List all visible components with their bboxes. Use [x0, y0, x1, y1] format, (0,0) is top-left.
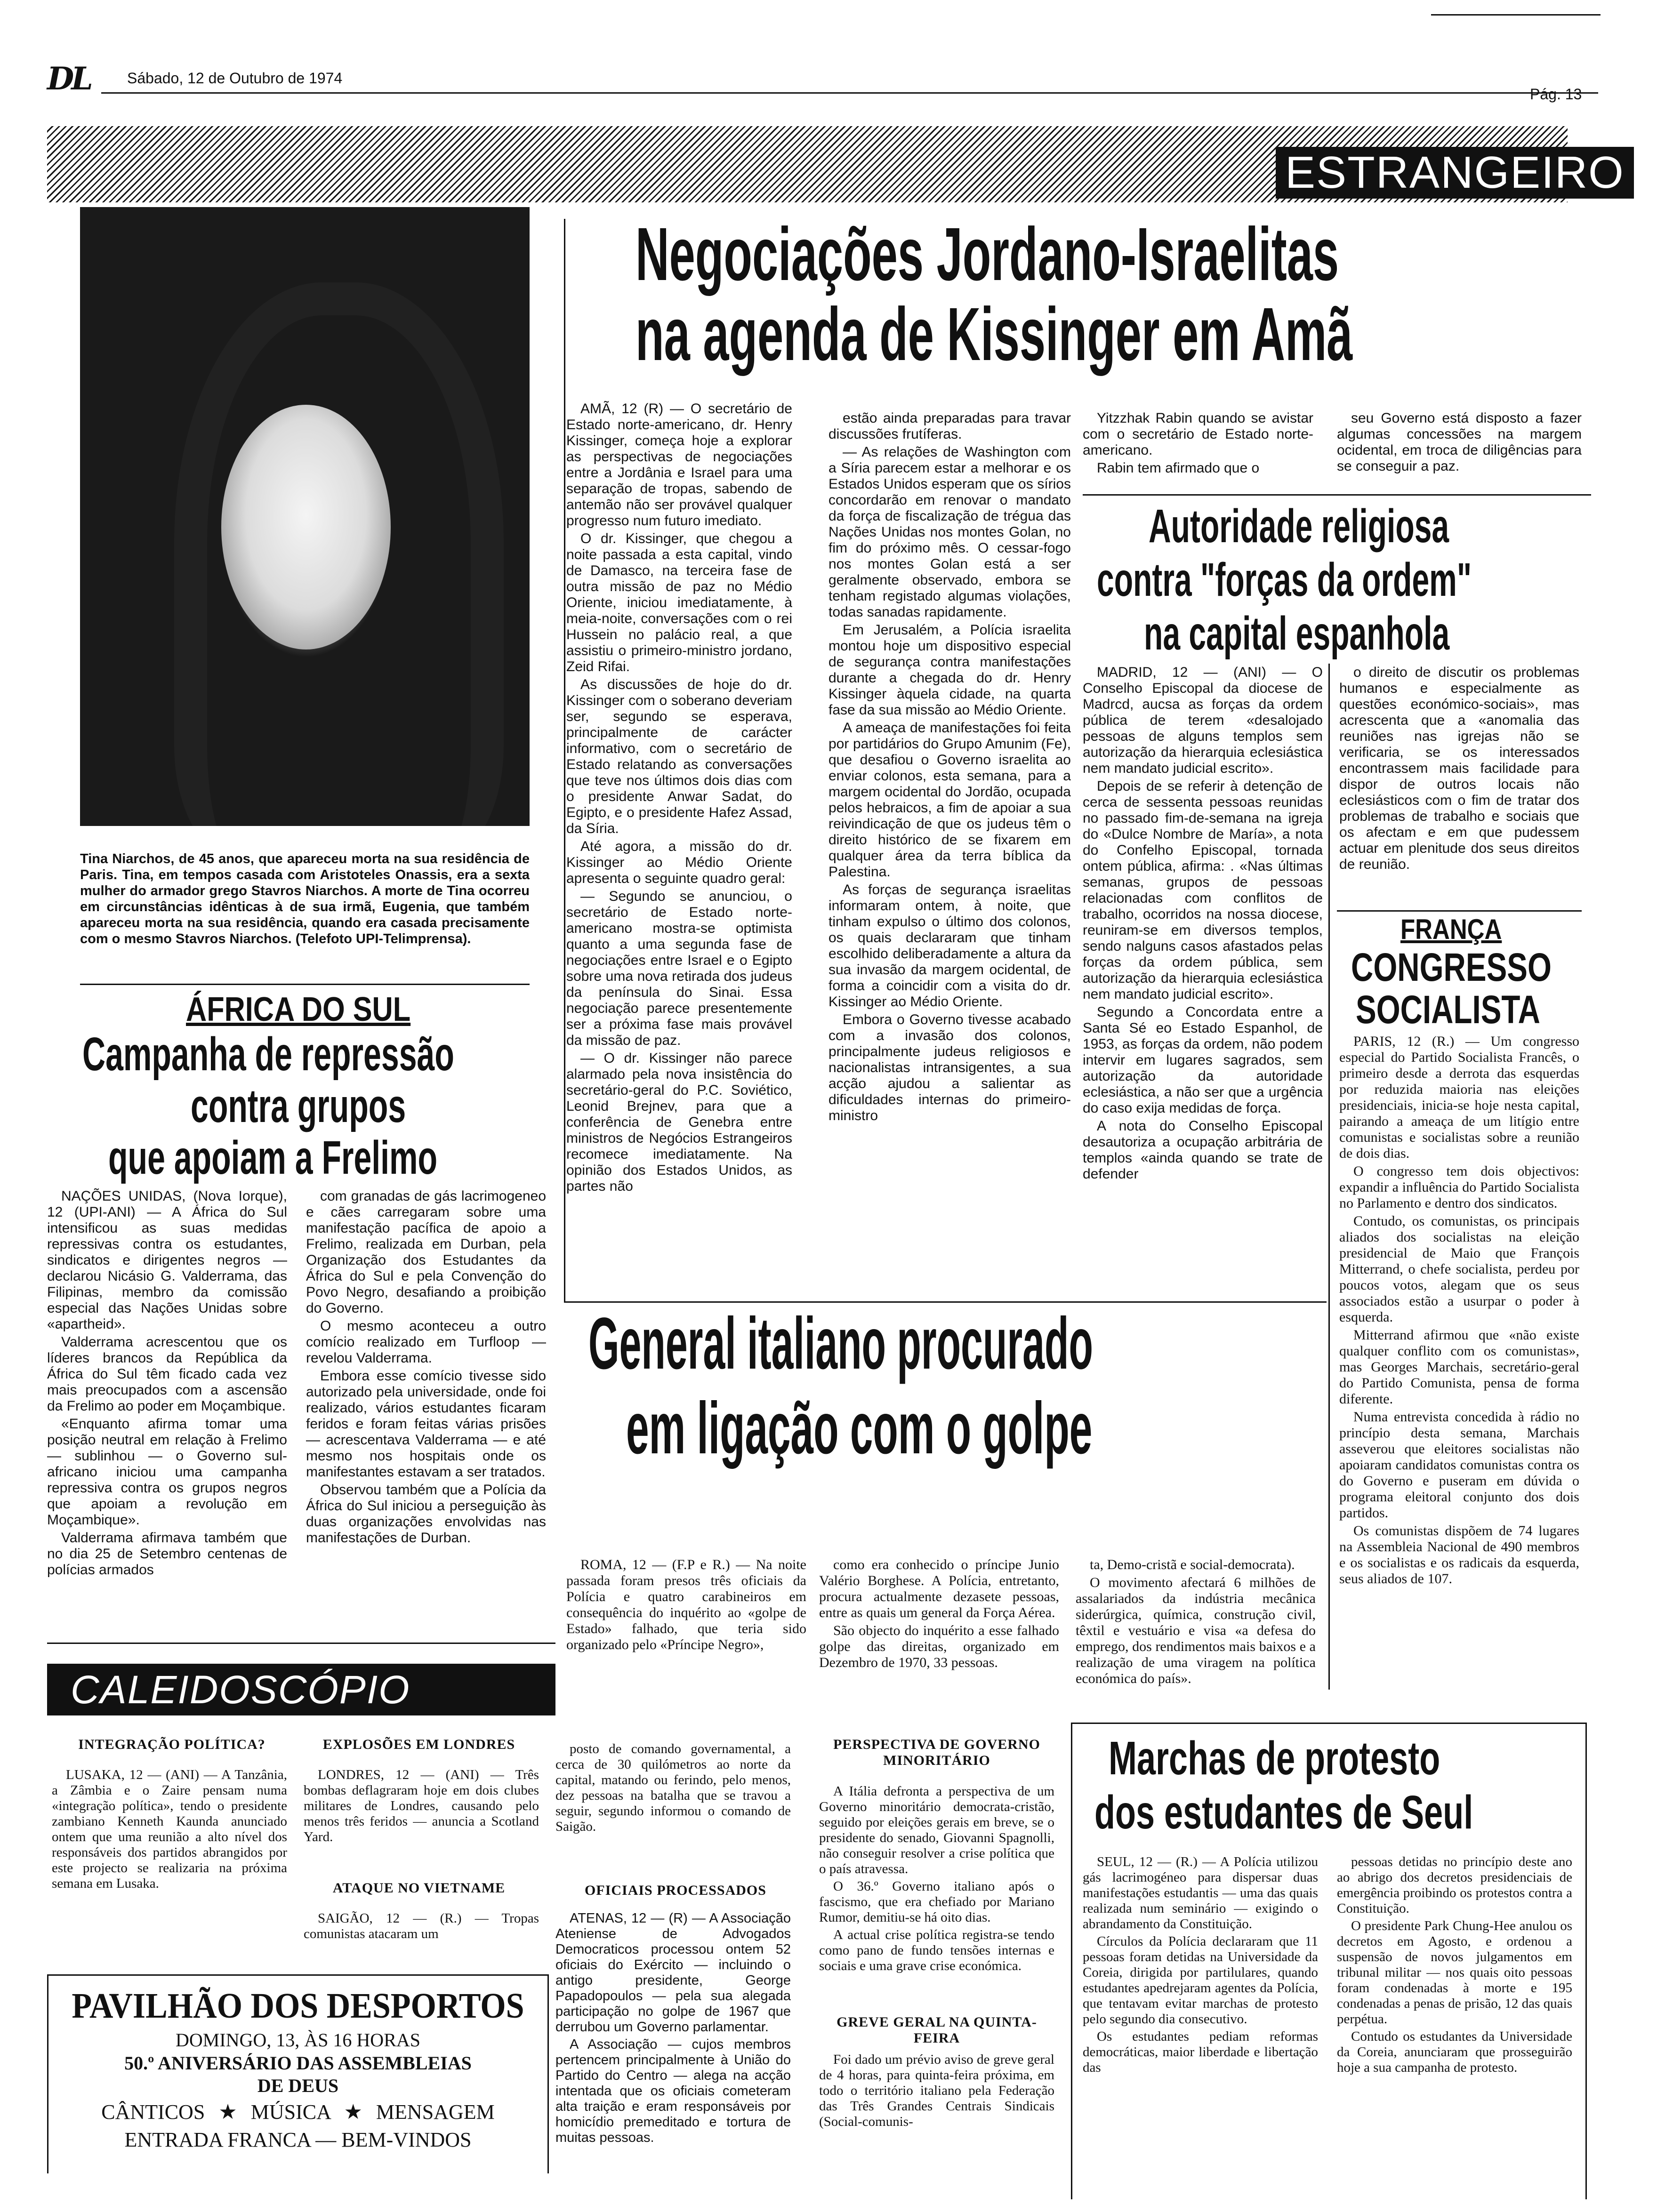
franca-kicker: FRANÇA [1400, 914, 1502, 945]
madrid-headline-2: contra "forças da ordem" [1097, 553, 1472, 606]
ataque-p: SAIGÃO, 12 — (R.) — Tropas comunistas atacaram um [304, 1911, 539, 1941]
africa-col-2 [306, 1188, 546, 1635]
africa-p: Valderrama afirmava também que no dia 25 de Setembro centenas de polícias armados [47, 1530, 287, 1578]
madrid-headline-1: Autoridade religiosa [1149, 500, 1449, 553]
kissinger-p: — Segundo se anunciou, o secretário de Estado norte-americano mostra-se optimista quanto a uma segunda fase de negociações entre Israel e o Egipto sobre uma nova retirada dos judeus da península do Sinai. Essa negociação parece presentemente ser a próxima fase mais provável da missão de paz. [566, 889, 792, 1048]
kissinger-p: As discussões de hoje do dr. Kissinger com o soberano deveriam ser, segundo se esperava, principalmente de carácter informativo, com o secretário de Estado relatando as conversações que teve nos últimos dois dias com o presidente Anwar Sadat, do Egipto, e o presidente Hafez Assad, da Síria. [566, 677, 792, 836]
kissinger-p: Rabin tem afirmado que o [1097, 460, 1260, 476]
kissinger-p: Até agora, a missão do dr. Kissinger ao Médio Oriente apresenta o seguinte quadro geral: [566, 839, 792, 886]
ataque-text-cont [555, 1741, 791, 1883]
kissinger-col-1 [566, 401, 792, 1295]
africa-headline-3: que apoiam a Frelimo [108, 1131, 438, 1184]
italia-p: O movimento afectará 6 milhões de assalariados da indústria mecânica siderúrgica, química, construção civil, têxtil e vestuário e visa «a defesa do emprego, dos rendimentos mais baixos e a realização de uma viragem na política económica do país». [1076, 1575, 1316, 1686]
italia-sub1-p: A Itália defronta a perspectiva de um Governo minoritário democrata-cristão, seguido por eleições gerais em breve, se o presidente do senado, Giovanni Spagnolli, não conseguir resolver a crise política que o país atravessa. [819, 1784, 1054, 1876]
masthead-logo: DL [47, 60, 90, 97]
africa-p: com granadas de gás lacrimogeneo e cães carregaram sobre uma manifestação pacífica de apoio a Frelimo, realizada em Durban, pela Organização dos Estudantes da África do Sul e pela Convenção do Povo Negro, desafiando a proibição do Governo. [306, 1188, 546, 1316]
photo-tina-niarchos [80, 207, 530, 826]
section-title: ESTRANGEIRO [1276, 147, 1634, 199]
italia-p: ROMA, 12 — (F.P e R.) — Na noite passada foram presos três oficiais da Polícia e quatro carabineiros em consequência do inquérito ao «golpe de Estado» falhado, que teria sido organizado pelo «Príncipe Negro», [566, 1557, 806, 1652]
seul-p: Os estudantes pediam reformas democráticas, maior liberdade e libertação das [1083, 2029, 1318, 2075]
explosoes-title: EXPLOSÕES EM LONDRES [322, 1737, 515, 1752]
africa-p: Embora esse comício tivesse sido autorizado pela universidade, onde foi realizado, vários estudantes ficaram feridos e foram feitas várias prisões — acrescentava Valderrama — e até mesmo nos hospitais onde os manifestantes estavam a ser tratados. [306, 1368, 546, 1480]
ad-line3 [48, 2097, 547, 2127]
explosoes-text [304, 1767, 539, 1880]
caleidoscopio-title: CALEIDOSCÓPIO [71, 1667, 410, 1712]
caption-rule [80, 984, 530, 985]
seul-p: Círculos da Polícia declararam que 11 pessoas foram detidas na Universidade da Coreia, dirigida por partilulares, quando estudantes apedrejaram agentes da Polícia, que tentavam evitar marchas de protesto pelo segundo dia consecutivo. [1083, 1934, 1318, 2027]
franca-headline-2: SOCIALISTA [1356, 987, 1540, 1032]
franca-col [1339, 1034, 1579, 1683]
madrid-p: A nota do Conselho Episcopal desautoriza a ocupação arbitrária de templos «ainda quando se trate de defender [1083, 1118, 1323, 1182]
kissinger-col-2 [828, 410, 1071, 1295]
africa-p: «Enquanto afirma tomar uma posição neutral em relação à Frelimo — sublinhou — o Governo sul-africano iniciou uma campanha repressiva contra os grupos negros que apoiam a revolução em Moçambique». [47, 1416, 287, 1528]
franca-p: Mitterrand afirmou que «não existe qualquer conflito com os comunistas», mas Georges Marchais, secretário-geral do Partido Comunista, pensa de forma diferente. [1339, 1327, 1579, 1407]
kissinger-col-3 [1083, 410, 1313, 490]
explosoes-p: LONDRES, 12 — (ANI) — Três bombas deflagraram hoje em dois clubes militares de Londres, causando pelo menos três feridos — anuncia a Scotland Yard. [304, 1767, 539, 1844]
madrid-col-1 [1083, 665, 1323, 1300]
kissinger-p: A ameaça de manifestações foi feita por partidários do Grupo Amunim (Fe), que desafiou o Governo israelita ao enviar colonos, esta semana, para a margem ocidental do Jordão, ocupada pelos hebraicos, a fim de apoiar a sua reivindicação de que os judeus têm o direito histórico de se fixarem em qualquer área da terra bíblica da Palestina. [828, 720, 1071, 880]
seul-headline-1: Marchas de protesto [1109, 1732, 1440, 1785]
kissinger-p: — As relações de Washington com a Síria parecem estar a melhorar e os Estados Unidos esperam que os sírios concordarão em renovar o mandato da força de fiscalização de trégua das Nações Unidas nos montes Golan, no fim do próximo mês. O cessar-fogo nos montes Golan está a ser geralmente observado, embora se tenham registado algumas violações, todas sanadas rapidamente. [828, 444, 1071, 620]
kissinger-p: Em Jerusalém, a Polícia israelita montou hoje um dispositivo especial de segurança contra manifestações durante a chegada do dr. Henry Kissinger àquela cidade, na quarta fase da sua missão ao Médio Oriente. [828, 622, 1071, 718]
seul-col-2 [1337, 1854, 1572, 2193]
seul-p: O presidente Park Chung-Hee anulou os decretos em Agosto, e ordenou a suspensão de novos julgamentos em tribunal militar — nos quais oito pessoas foram condenadas à morte e 195 condenadas a penas de prisão, 12 das quais perpétua. [1337, 1918, 1572, 2027]
integracao-text [52, 1767, 287, 1965]
italia-sub1-title: PERSPECTIVA DE GOVERNO MINORITÁRIO [833, 1737, 1040, 1768]
madrid-p: Depois de se referir à detenção de cerca de sessenta pessoas reunidas no passado fim-de-semana na igreja do «Dulce Nombre de María», a nota do Confelho Episcopal, tornada ontem pública, afirma: . «Nas últimas semanas, grupos de pessoas relacionadas com conflitos de trabalho, ocorridos na nossa diocese, reuniram-se em diversos templos, sendo nalguns casos afastados pelas forças da ordem pública, sem autorização da hierarquia eclesiástica nem mandato judicial escrito». [1083, 778, 1323, 1002]
africa-p: Observou também que a Polícia da África do Sul iniciou a perseguição às duas organizações envolvidas nas manifestações de Durban. [306, 1482, 546, 1546]
italia-sub2-title: GREVE GERAL NA QUINTA-FEIRA [837, 2014, 1037, 2046]
ataque-text [304, 1911, 539, 1963]
ad-date: DOMINGO, 13, ÀS 16 HORAS [175, 2029, 421, 2051]
franca-p: O congresso tem dois objectivos: expandir a influência do Partido Socialista no Parlamento e dentro dos sindicatos. [1339, 1163, 1579, 1211]
kissinger-p: AMÃ, 12 (R) — O secretário de Estado norte-americano, dr. Henry Kissinger, começa hoje a explorar as perspectivas de negociações entre a Jordânia e Israel para uma separação de tropas, sabendo de antemão não ser provável qualquer progresso num futuro imediato. [566, 401, 792, 529]
ad-line2: DE DEUS [257, 2075, 339, 2096]
divider-h-kissinger [1083, 494, 1591, 496]
africa-p: O mesmo aconteceu a outro comício realizado em Turfloop — revelou Valderrama. [306, 1318, 546, 1366]
oficiais-p: ATENAS, 12 — (R) — A Associação Ateniense de Advogados Democraticos processou ontem 52 oficiais do Exército — incluindo o antigo presidente, George Papadopoulos — pela sua alegada participação no golpe de 1967 que derrubou um Governo parlamentar. [555, 1911, 791, 2035]
kissinger-p: — O dr. Kissinger não parece alarmado pela nova insistência do secretário-geral do P.C. Soviético, Leonid Brejnev, para que a conferência de Genebra entre ministros de Negócios Estrangeiros recomece imediatamente. Na opinião dos Estados Unidos, as partes não [566, 1050, 792, 1194]
seul-p: pessoas detidas no princípio deste ano ao abrigo dos decretos presidenciais de emergência proibindo os protestos contra a Constituição. [1337, 1854, 1572, 1916]
star-icon: ★ [218, 2100, 237, 2124]
seul-p: Contudo os estudantes da Universidade da Coreia, anunciaram que prosseguirão hoje a sua campanha de protesto. [1337, 2029, 1572, 2075]
divider-v1 [564, 219, 565, 1301]
ataque-title: ATAQUE NO VIETNAME [332, 1880, 506, 1896]
italia-sub1-p: O 36.º Governo italiano após o fascismo, que era chefiado por Mariano Rumor, demitiu-se há oito dias. [819, 1879, 1054, 1925]
ad-line1: 50.º ANIVERSÁRIO DAS ASSEMBLEIAS [124, 2052, 472, 2074]
madrid-headline-3: na capital espanhola [1144, 607, 1450, 660]
italia-sub1-p: A actual crise política registra-se tendo como pano de fundo tensões internas e sociais e uma grave crise económica. [819, 1927, 1054, 1973]
photo-caption: Tina Niarchos, de 45 anos, que apareceu morta na sua residência de Paris. Tina, em tempos casada com Aristoteles Onassis, era a sexta mulher do armador grego Stavros Niarchos. A morte de Tina ocorreu em circunstâncias idênticas à de sua irmã, Eugenia, que também apareceu morta na sua residência, quando era casada precisamente com o mesmo Stavros Niarchos. (Telefoto UPI-Telimprensa). [80, 851, 530, 946]
africa-kicker: ÁFRICA DO SUL [186, 991, 411, 1028]
ad-line4: ENTRADA FRANCA — BEM-VINDOS [124, 2128, 472, 2151]
kissinger-p: seu Governo está disposto a fazer algumas concessões na margem ocidental, em troca de diligências para se conseguir a paz. [1337, 410, 1582, 474]
italia-p: São objecto do inquérito a esse falhado golpe das direitas, organizado em Dezembro de 1970, 33 pessoas. [819, 1623, 1059, 1670]
italia-sub2-text [819, 2052, 1054, 2193]
ad-line3c: MENSAGEM [376, 2100, 495, 2124]
italia-col-1 [566, 1557, 806, 1675]
franca-p: Os comunistas dispõem de 74 lugares na Assembleia Nacional de 490 membros e os socialistas e os radicais da esquerda, seus aliados de 107. [1339, 1523, 1579, 1587]
ad-line3b: MÚSICA [250, 2100, 330, 2124]
kissinger-col-4 [1337, 410, 1582, 490]
seul-col-1 [1083, 1854, 1318, 2193]
masthead-rule [101, 92, 1598, 94]
oficiais-title: OFICIAIS PROCESSADOS [585, 1883, 766, 1898]
africa-p: Valderrama acrescentou que os líderes brancos da República da África do Sul têm ficado cada vez mais preocupados com a ascensão da Frelimo ao poder em Moçambique. [47, 1334, 287, 1414]
italia-col-3 [1076, 1557, 1316, 1717]
africa-p: NAÇÕES UNIDAS, (Nova Iorque), 12 (UPI-ANI) — A África do Sul intensificou as suas medidas repressivas contra os estudantes, sindicatos e dirigentes negros — declarou Nicásio G. Valderrama, das Filipinas, membro da comissão especial das Nações Unidas sobre «apartheid». [47, 1188, 287, 1332]
top-rule [1431, 14, 1601, 16]
oficiais-text [555, 1911, 791, 2193]
franca-p: Numa entrevista concedida à rádio no princípio desta semana, Marchais asseverou que eleitores socialistas não apoiaram candidatos comunistas contra os do Governo e puseram em dúvida o programa eleitoral conjunto dos dois partidos. [1339, 1409, 1579, 1521]
masthead-date: Sábado, 12 de Outubro de 1974 [127, 70, 343, 87]
italia-headline-1: General italiano procurado [588, 1303, 1093, 1385]
ataque-cont-p: posto de comando governamental, a cerca de 30 quilómetros ao norte da capital, matando ou ferindo, pelo menos, dez pessoas na batalha que se travou a seguir, segundo informou o comando de Saigão. [555, 1741, 791, 1834]
madrid-p: MADRID, 12 — (ANI) — O Conselho Episcopal da diocese de Madrcd, aucsa as forças da ordem pública de terem «desalojado pessoas de alguns templos sem autorização da hierarquia eclesiástica nem mandato judicial escrito». [1083, 665, 1323, 776]
divider-v-franca [1328, 664, 1330, 1690]
africa-col-1 [47, 1188, 287, 1635]
star-icon: ★ [344, 2100, 362, 2124]
ad-title: PAVILHÃO DOS DESPORTOS [72, 1986, 524, 2026]
ad-line3a: CÂNTICOS [101, 2100, 205, 2124]
seul-p: SEUL, 12 — (R.) — A Polícia utilizou gás lacrimogéneo para dispersar duas manifestações estudantis — uma das quais realizada num seminário — exigindo o abrandamento da Constituição. [1083, 1854, 1318, 1931]
africa-headline-2: contra grupos [191, 1080, 406, 1132]
pavilhao-ad [47, 1974, 549, 2173]
italia-p: ta, Demo-cristã e social-democrata). [1090, 1557, 1295, 1572]
italia-col-2 [819, 1557, 1059, 1684]
africa-headline-1: Campanha de repressão [82, 1028, 454, 1081]
franca-headline-1: CONGRESSO [1351, 945, 1552, 989]
italia-sub1-text [819, 1784, 1054, 2005]
franca-p: PARIS, 12 (R.) — Um congresso especial do Partido Socialista Francês, o primeiro desde a derrota das esquerdas por reduzida maioria nas eleições presidenciais, inicia-se hoje nesta capital, pairando a ameaça de um litígio entre comunistas e socialistas sobre a reunião de dois dias. [1339, 1034, 1579, 1161]
integracao-title: INTEGRAÇÃO POLÍTICA? [78, 1737, 265, 1752]
kissinger-p: Yitzzhak Rabin quando se avistar com o secretário de Estado norte-americano. [1083, 410, 1313, 458]
divider-h-africa [47, 1643, 555, 1644]
page-number: Pág. 13 [1530, 86, 1582, 103]
madrid-col-2 [1339, 665, 1579, 909]
franca-p: Contudo, os comunistas, os principais aliados dos socialistas na eleição presidencial de Maio que François Mitterrand, o chefe socialista, perdeu por poucos votos, alegam que os seus associados estão a usurpar o poder à esquerda. [1339, 1213, 1579, 1325]
kissinger-p: O dr. Kissinger, que chegou a noite passada a esta capital, vindo de Damasco, na terceira fase de outra missão de paz no Médio Oriente, iniciou imediatamente, à meia-noite, conversações com o rei Hussein no palácio real, a que assistiu o primeiro-ministro jordano, Zeid Rifai. [566, 531, 792, 674]
italia-sub2-p: Foi dado um prévio aviso de greve geral de 4 horas, para quinta-feira próxima, em todo o território italiano pela Federação das Três Grandes Centrais Sindicais (Social-comunis- [819, 2052, 1054, 2129]
kissinger-headline-1: Negociações Jordano-Israelitas [635, 212, 1339, 296]
kissinger-p: As forças de segurança israelitas informaram ontem, à noite, que tinham expulso o último dos colonos, os quais declararam que tinham escolhido deliberadamente a altura da sua invasão da margem ocidental, de forma a coincidir com a visita do dr. Kissinger ao Médio Oriente. [828, 882, 1071, 1010]
kissinger-headline-2: na agenda de Kissinger em Amã [635, 292, 1353, 376]
integracao-p: LUSAKA, 12 — (ANI) — A Tanzânia, a Zâmbia e o Zaire pensam numa «integração política», tendo o presidente zambiano Kenneth Kaunda anunciado ontem que uma reunião a alto nível dos responsáveis dos partidos abrangidos por este projecto se realizaria na próxima semana em Lusaka. [52, 1767, 287, 1891]
italia-p: como era conhecido o príncipe Junio Valério Borghese. A Polícia, entretanto, procura actualmente dezasete pessoas, entre as quais um general da Força Aérea. [819, 1557, 1059, 1620]
kissinger-p: Embora o Governo tivesse acabado com a invasão dos colonos, principalmente judeus religiosos e nacionalistas intransigentes, a sua acção ajudou a salientar as dificuldades internas do primeiro-ministro [828, 1012, 1071, 1123]
italia-headline-2: em ligação com o golpe [626, 1387, 1093, 1469]
madrid-p: Segundo a Concordata entre a Santa Sé eo Estado Espanhol, de 1953, as forças da ordem, não podem intervir em lugares sagrados, sem autorização da autoridade eclesiástica, a não ser que a urgência do caso exija medidas de força. [1083, 1004, 1323, 1116]
kissinger-p: estão ainda preparadas para travar discussões frutíferas. [828, 410, 1071, 442]
oficiais-p: A Associação — cujos membros pertencem principalmente à União do Partido do Centro — alega na acção intentada que os oficiais cometeram alta traição e eram responsáveis por homicídio premeditado e tortura de muitas pessoas. [555, 2037, 791, 2145]
seul-headline-2: dos estudantes de Seul [1094, 1786, 1473, 1839]
madrid-p: o direito de discutir os problemas humanos e especialmente as questões económico-sociais», mas acrescenta que a «anomalia das reuniões nas igrejas não se verificaria, se os interessados encontrassem mais facilidade para dispor de outros locais não eclesiásticos com o fim de tratar dos problemas de trabalho e sociais que os afectam e em que pudessem actuar em plenitude dos seus direitos de reunião. [1339, 665, 1579, 872]
divider-h-madrid [1337, 910, 1582, 912]
